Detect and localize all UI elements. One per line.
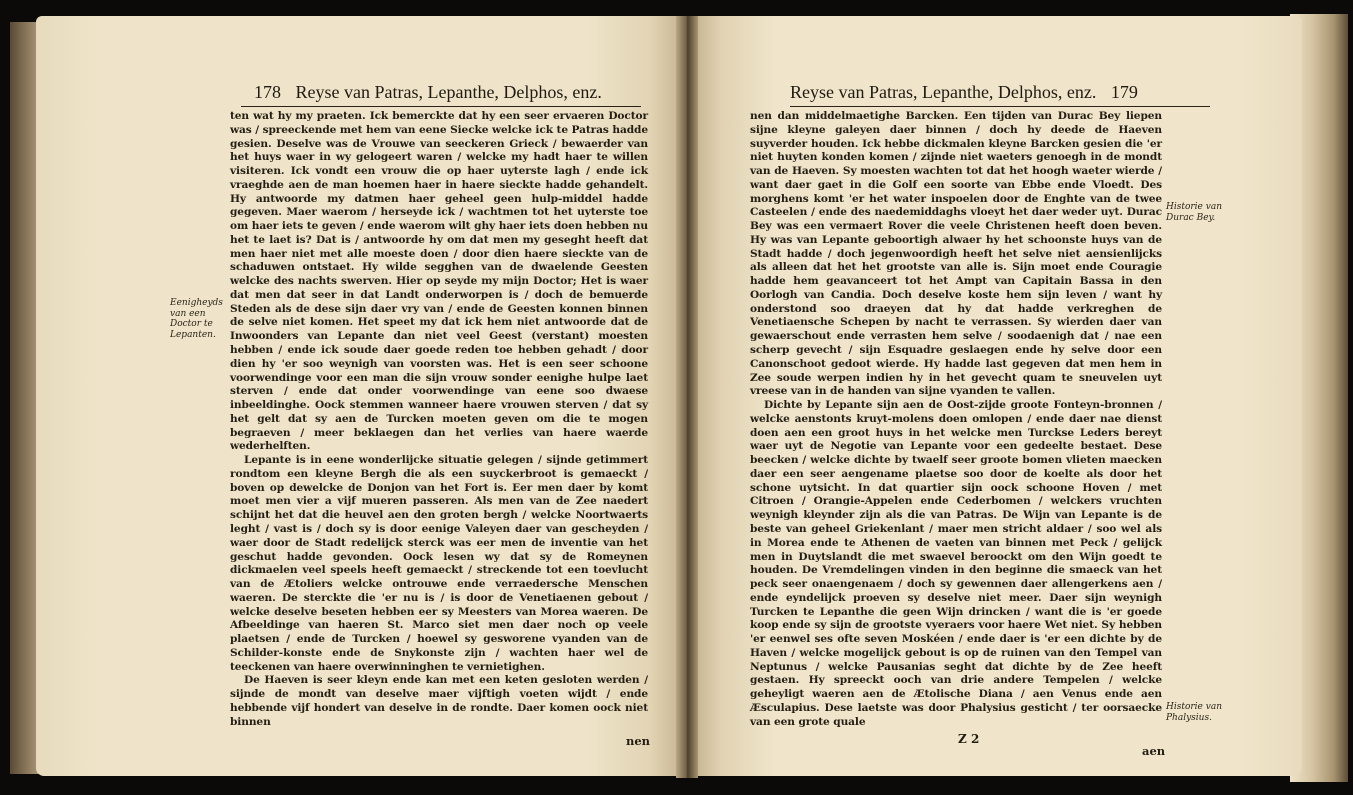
right-head-rule xyxy=(790,106,1210,107)
left-head-rule xyxy=(241,106,641,107)
paragraph: ten wat hy my praeten. Ick bemerckte dat hy een seer ervaeren Doctor was / spreeckende met hem van eene Siecke welcke ick te Patras hadde gesien. Deselve was de Vrouwe van seeckeren Grieck / bewaerder van het huys waer in wy gelogeert waren / welcke my hadt haer te willen visiteren. Ick vondt een vrouw die op haer uyterste lagh / ende ick vraeghde aen de man hoemen haer in haere sieckte hadde gehandelt. Hy antwoorde my datmen haer geheel geen hulp-middel hadde gegeven. Maer waerom / herseyde ick / wachtmen tot het uyterste toe om haer iets te geven / ende waerom wilt ghy haer iets doen hebben nu het te laet is? Dat is / antwoorde hy om dat men my geseght heeft dat men haer niet met alle moeste doen / door dien haere sieckte van de schaduwen ontstaet. Hy wilde segghen van de dwaelende Geesten welcke des nachts swerven. Hier op seyde my mijn Doctor; Het is waer dat men dat seer in dat Landt onderworpen is / doch de bemuerde Steden als de dese sijn daer vry van / ende de Geesten konnen binnen de selve niet komen. Het speet my dat ick hem niet antwoorde dat de Inwoonders van Lepante dan niet veel Geest (verstant) moesten hebben / ende ick soude daer goede reden toe hebben gehadt / door dien hy 'er soo weynigh van voorsten was. Het is een seer schoone voorwendinge voor een man die sijn vrouw sonder eenighe hulpe laet sterven / ende dat onder voorwendinge van eene soo dwaese inbeeldinghe. Oock stemmen wanneer haere vrouwen sterven / dat sy het gelt dat sy aen de Turcken moeten geven om die te mogen begraeven / meer beklaegen dan het verlies van haere waerde wederhelften. xyxy=(230,110,649,453)
right-margin-note-durac: Historie van Durac Bey. xyxy=(1166,202,1222,223)
left-catchword: nen xyxy=(626,734,651,748)
paragraph: Lepante is in eene wonderlijcke situatie gelegen / sijnde getimmert rondtom een kleyne Bergh die als een suyckerbroot is gemaeckt / boven op dewelcke de Donjon van het Fort is. Eer men daer by komt moet men vier a vijf mueren passeren. Als men van de Zee naedert schijnt het dat die heuvel aen den groten bergh / welcke Noortwaerts leght / vast is / doch sy is door eenige Valeyen daer van gescheyden / waer door de Stadt redelijck sterck was eer men de inventie van het geschut hadde gevonden. Oock lesen wy dat sy de Romeynen dickmaelen veel speels heeft gemaeckt / streckende tot een toevlucht van de Ætoliers welcke ontrouwe ende verraedersche Menschen waeren. De sterckte die 'er nu is / is door de Venetiaenen gebout / welcke deselve beseten hebben eer sy Meesters van Morea waeren. De Afbeeldinge van haeren St. Marco siet men daer noch op veele plaetsen / ende de Turcken / hoewel sy gesworene vyanden van de Schilder-konste ende de Snykonste zijn / wachten haer wel de teeckenen van haere overwinninghen te vernietighen. xyxy=(230,454,648,673)
left-body-text xyxy=(230,110,648,729)
right-page-number: 179 xyxy=(1110,82,1138,102)
paragraph: De Haeven is seer kleyn ende kan met een keten gesloten werden / sijnde de mondt van deselve maer vijftigh voeten wijdt / ende hebbende vijf hondert van deselve in de rondte. Daer komen oock niet binnen xyxy=(230,674,648,728)
paragraph: Dichte by Lepante sijn aen de Oost-zijde groote Fonteyn-bronnen / welcke aenstonts kruyt-molens doen omlopen / ende daer nae dienst doen aen een groot huys in het welcke men Turckse Leders bereyt waer uyt de Negotie van Lepante voor een gedeelte bestaet. Dese beecken / welcke dichte by twaelf seer groote bomen vlieten maecken daer een seer aengename plaetse soo door de koelte als door het schone uytsicht. In dat quartier sijn oock schoone Hoven / met Citroen / Orangie-Appelen ende Cederbomen / welckers vruchten weynigh kleynder zijn als die van Patras. De Wijn van Lepante is de beste van geheel Griekenlant / maer men stricht aldaer / soo wel als in Morea ende te Athenen de vaeten van binnen met Peck / gelijck men in Duytslandt die met swaevel beroockt om den Wijn goedt te houden. De Vremdelingen vinden in den beginne die smaeck van het peck seer onaengenaem / doch sy gewennen daer allengerkens aen / ende eyndelijck proeven sy deselve niet meer. Daer sijn weynigh Turcken te Lepanthe die geen Wijn drincken / want die is 'er goede koop ende sy sijn de grootste vyeraers voor haere Wet niet. Sy hebben 'er eenwel ses ofte seven Moskéen / ende daer is 'er een dichte by de Haven / welcke mogelijck gebout is op de ruinen van den Tempel van Neptunus / welcke Pausanias seght dat dichte by de Zee heeft gestaen. Hy spreeckt ooch van drie andere Tempelen / welcke geheyligt waeren aen de Ætolische Diana / aen Venus ende aen Æsculapius. Dese laetste was door Phalysius gesticht / ter oorsaecke van een grote quale xyxy=(750,399,1162,728)
right-running-title: Reyse van Patras, Lepanthe, Delphos, enz. xyxy=(790,82,1097,102)
book-gutter xyxy=(676,16,698,778)
left-running-title: Reyse van Patras, Lepanthe, Delphos, enz. xyxy=(295,82,602,102)
right-margin-note-phalysius: Historie van Phalysius. xyxy=(1166,702,1222,723)
signature-mark: Z 2 xyxy=(958,732,980,746)
right-running-head xyxy=(790,82,1148,103)
left-page-number: 178 xyxy=(254,82,281,102)
left-page xyxy=(36,16,682,776)
left-running-head xyxy=(244,82,602,103)
right-page xyxy=(690,16,1302,776)
paragraph: nen dan middelmaetighe Barcken. Een tijden van Durac Bey liepen sijne kleyne galeyen daer binnen / doch hy deede de Haeven suyverder houden. Ick hebbe dickmalen kleyne Barcken gesien die 'er niet huyten konden komen / zijnde niet waeters genoegh in de mondt van de Haeven. Sy moesten wachten tot dat het hoogh waeter wierde / want daer gaet in die Golf een soorte van Ebbe ende Vloedt. Des morghens komt 'er het water inspoelen door de Enghte van de twee Casteelen / ende des naedemiddaghs vloeyt het daer weder uyt. Durac Bey was een vermaert Rover die veele Christenen heeft doen beven. Hy was van Lepante geboortigh alwaer hy het schoonste huys van de Stadt hadde / doch jegenwoordigh heeft het selve niet aensienlijcks als alleen dat het het grootste van alle is. Sijn moet ende Couragie hadde hem geavanceert tot het Ampt van Capitain Bassa in den Oorlogh van Candia. Doch deselve koste hem sijn leven / want hy onderstond soo draeyen dat hy dat hadde verkreghen de Venetiaensche Schepen by nacht te verrassen. Sy wierden daer van gewaerschout ende verrasten hem selve / soodaenigh dat / nae een scherp gevecht / sijn Esquadre geslaegen ende hy selve door een Canonschoot gedoot wierde. Hy hadde last gegeven dat men hem in Zee soude werpen indien hy in het gevecht quam te sneuvelen uyt vreese van in de handen van sijne vyanden te vallen. xyxy=(750,110,1162,398)
left-margin-note: Eenigheyds van een Doctor te Lepanten. xyxy=(170,298,223,340)
right-catchword: aen xyxy=(1142,744,1166,758)
right-body-text xyxy=(750,110,1162,729)
